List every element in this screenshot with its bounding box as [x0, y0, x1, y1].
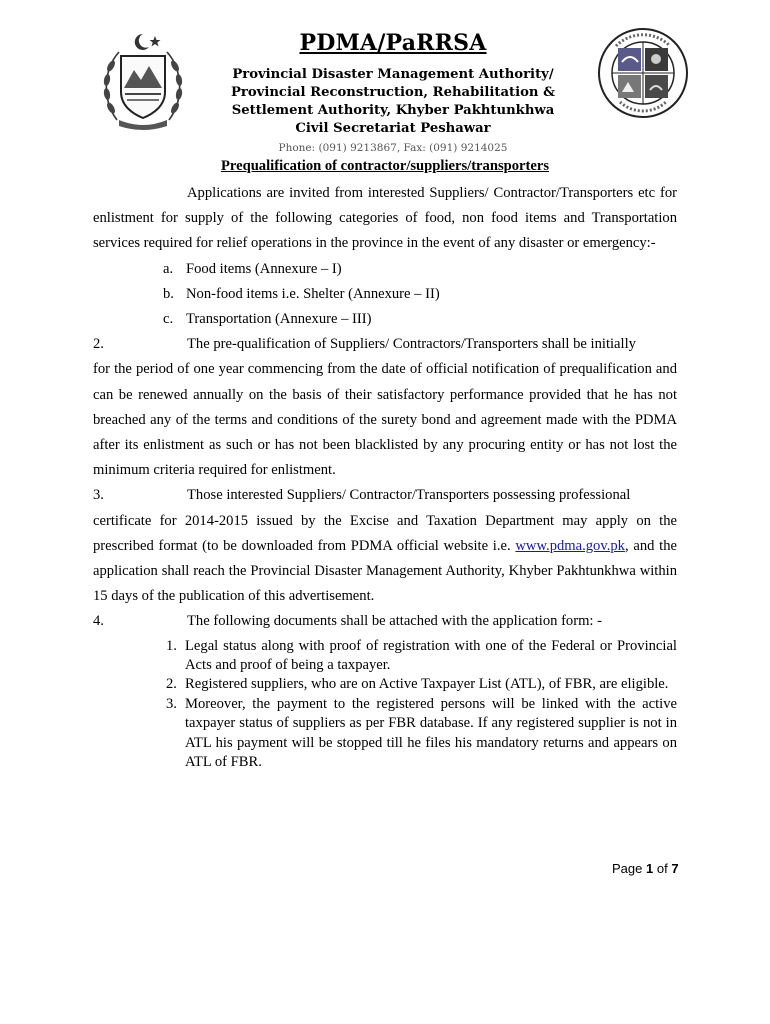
kp-government-emblem-icon	[97, 30, 189, 132]
document-item: 2. Registered suppliers, who are on Active Taxpayer List (ATL), of FBR, are eligible.	[166, 676, 669, 693]
document-item: 1. Legal status along with proof of registration with one of the Federal or Provincial Acts and proof of being a taxpayer.	[166, 637, 677, 674]
org-title: PDMA/PaRRSA	[299, 30, 487, 56]
required-documents-list	[93, 637, 677, 773]
org-name-line-3: Settlement Authority, Khyber Pakhtunkhwa	[231, 103, 555, 118]
paragraph-2-body: for the period of one year commencing from the date of official notification of prequalification and can be renewed annually on the basis of their satisfactory performance provided that he has not breached any of the terms and conditions of the surety bond and agreement made with the PDMA after its enlistment as such or has not been blacklisted by any procuring entity or has not lost the minimum criteria required for enlistment.	[93, 361, 677, 479]
page-number: Page 1 of 7	[612, 861, 679, 876]
paragraph-4-first-line: The following documents shall be attached with the application form: -	[187, 613, 602, 630]
document-body	[93, 158, 677, 773]
org-name-line-2: Provincial Reconstruction, Rehabilitation &	[231, 85, 555, 100]
paragraph-3-first-line: Those interested Suppliers/ Contractor/Transporters possessing professional	[187, 487, 631, 504]
paragraph-3-heading	[93, 483, 677, 508]
paragraph-2-first-line: The pre-qualification of Suppliers/ Contractors/Transporters shall be initially	[187, 336, 636, 353]
paragraph-3-body: certificate for 2014-2015 issued by the Excise and Taxation Department may apply on the prescribed format (to be downloaded from PDMA official website i.e. www.pdma.gov.pk, and the application shall reach the Provincial Disaster Management Authority, Khyber Pakhtunkhwa within 15 days of the publication of this advertisement.	[93, 512, 677, 605]
category-item: b. Non-food items i.e. Shelter (Annexure – II)	[163, 285, 440, 302]
org-address: Civil Secretariat Peshawar	[295, 121, 491, 136]
document-title: Prequalification of contractor/suppliers/transporters	[220, 158, 550, 174]
category-item: a. Food items (Annexure – I)	[163, 260, 342, 277]
pdma-seal-icon	[596, 26, 690, 120]
category-item: c. Transportation (Annexure – III)	[163, 311, 372, 328]
intro-paragraph: Applications are invited from interested Suppliers/ Contractor/Transporters etc for enlistment for supply of the following categories of food, non food items and Transportation services required for relief operations in the province in the event of any disaster or emergency:-	[93, 185, 677, 252]
paragraph-2-heading	[93, 332, 677, 357]
paragraph-4-heading	[93, 609, 677, 634]
paragraph-number: 2.	[93, 336, 104, 353]
letterhead	[190, 30, 596, 154]
pdma-website-link[interactable]: www.pdma.gov.pk	[515, 537, 625, 554]
paragraph-number: 3.	[93, 487, 104, 504]
document-item: 3. Moreover, the payment to the registered persons will be linked with the active taxpayer status of suppliers as per FBR database. If any registered supplier is not in ATL his payment will be stopped till he files his mandatory returns and appears on ATL of FBR.	[166, 695, 677, 771]
org-phone-fax: Phone: (091) 9213867, Fax: (091) 9214025	[278, 142, 508, 154]
category-list	[93, 257, 677, 333]
org-name-line-1: Provincial Disaster Management Authority/	[232, 67, 554, 82]
paragraph-number: 4.	[93, 613, 104, 630]
